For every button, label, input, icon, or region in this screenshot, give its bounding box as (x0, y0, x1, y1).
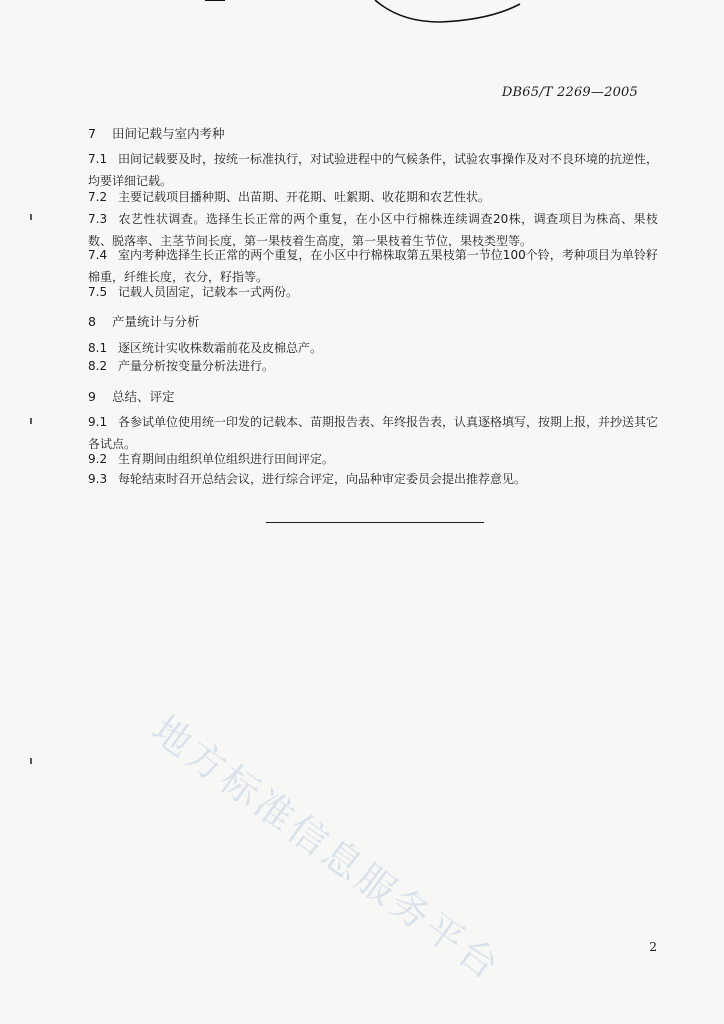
clause-number: 9.3 (88, 472, 108, 486)
end-of-document-rule (266, 522, 484, 523)
section-8-heading (88, 312, 200, 330)
clause-text: 农艺性状调查。选择生长正常的两个重复，在小区中行棉株连续调查20株，调查项目为株高、果枝数、脱落率、主茎节间长度，第一果枝着生高度，第一果枝着生节位，果枝类型等。 (88, 212, 658, 248)
section-title: 田间记载与室内考种 (112, 126, 225, 141)
clause-number: 9.1 (88, 415, 108, 429)
standard-code: DB65/T 2269—2005 (501, 85, 638, 100)
section-title: 产量统计与分析 (112, 314, 200, 329)
clause-text: 田间记载要及时，按统一标准执行，对试验进程中的气候条件，试验农事操作及对不良环境的抗逆性，均要详细记载。 (88, 152, 659, 188)
clause-7-2 (88, 186, 658, 208)
clause-text: 逐区统计实收株数霜前花及皮棉总产。 (118, 341, 323, 355)
section-7-heading (88, 124, 225, 142)
section-number: 7 (88, 126, 96, 141)
clause-text: 主要记载项目播种期、出苗期、开花期、吐絮期、收花期和农艺性状。 (118, 190, 491, 204)
clause-number: 7.2 (88, 190, 108, 204)
clause-number: 7.1 (88, 152, 108, 166)
section-title: 总结、评定 (112, 389, 175, 404)
clause-number: 7.3 (88, 212, 108, 226)
scan-margin-mark (30, 418, 32, 424)
clause-8-2 (88, 355, 658, 377)
clause-number: 8.2 (88, 359, 108, 373)
page-number: 2 (649, 940, 657, 954)
clause-number: 7.5 (88, 285, 108, 299)
clause-text: 各参试单位使用统一印发的记载本、苗期报告表、年终报告表，认真逐格填写，按期上报，并抄送其它各试点。 (88, 415, 659, 451)
scan-margin-mark (30, 214, 32, 220)
clause-text: 记载人员固定，记载本一式两份。 (118, 285, 299, 299)
scan-edge-curve (0, 0, 724, 40)
clause-9-3 (88, 468, 658, 490)
clause-number: 8.1 (88, 341, 108, 355)
clause-number: 9.2 (88, 452, 108, 466)
clause-text: 生育期间由组织单位组织进行田间评定。 (118, 452, 335, 466)
clause-text: 每轮结束时召开总结会议，进行综合评定，向品种审定委员会提出推荐意见。 (118, 472, 527, 486)
clause-number: 7.4 (88, 248, 108, 262)
watermark: 地方标准信息服务平台 (143, 707, 510, 990)
clause-9-2 (88, 448, 658, 470)
clause-7-5 (88, 281, 658, 303)
scan-margin-mark (30, 758, 32, 764)
clause-text: 室内考种选择生长正常的两个重复，在小区中行棉株取第五果枝第一节位100个铃，考种项目为单铃籽棉重，纤维长度，衣分，籽指等。 (88, 248, 658, 284)
clause-text: 产量分析按变量分析法进行。 (118, 359, 275, 373)
section-number: 9 (88, 389, 96, 404)
section-9-heading (88, 387, 175, 405)
section-number: 8 (88, 314, 96, 329)
